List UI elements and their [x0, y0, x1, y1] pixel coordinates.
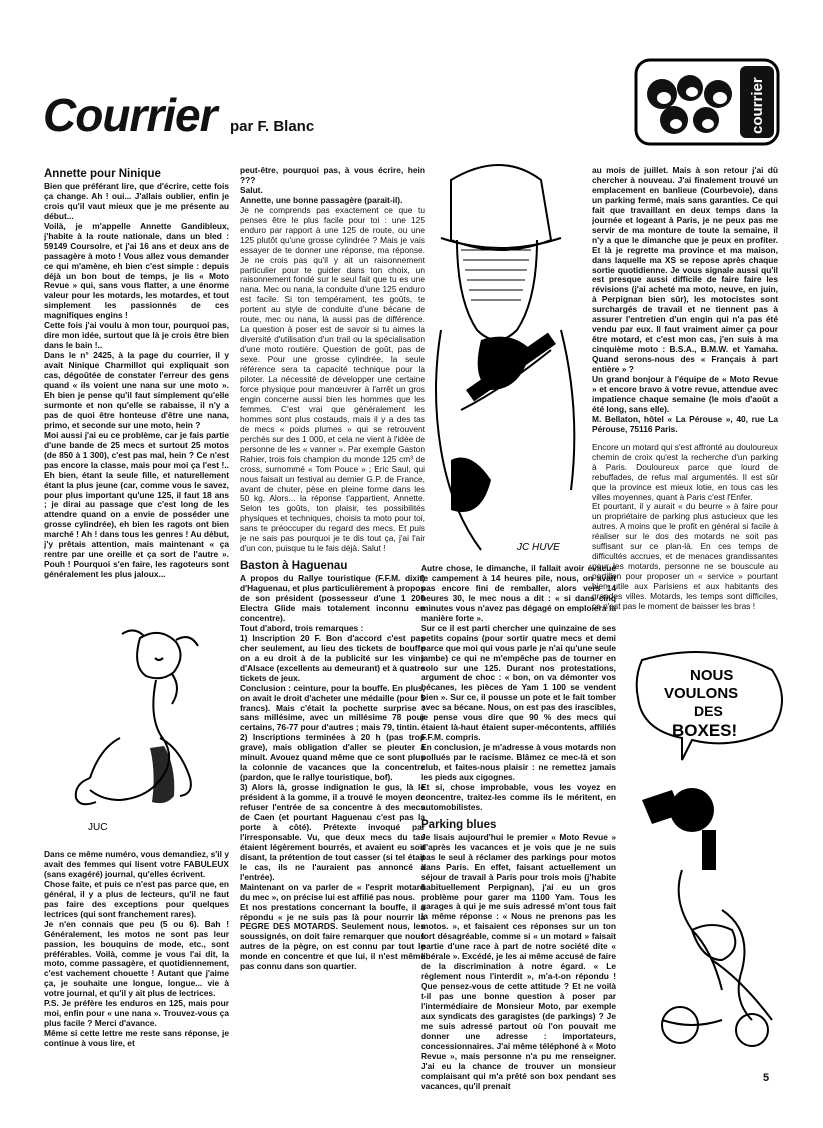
cartoon-woman-illustration [60, 618, 210, 836]
letter-column-4 [592, 166, 778, 636]
cartoon-protest-illustration [622, 640, 788, 1060]
letter-heading: Parking blues [421, 818, 497, 831]
cartoon-signature: JUC [88, 822, 108, 833]
paragraph: Sur ce il est parti chercher une quinzaine de ses petits copains (pour sortir quatre mecs et demi parce que moi qui vous parle je n'ai qu'une seule jambe) ce qui ne m'empêche pas de tourner en solo sur une 125. Durant nos protestations, argument de choc : « bon, on va démonter vos bécanes, les pièces de Yam 1 100 se vendent bien ». Sur ce, il pousse un pote et le fait tomber avec sa bécane. Nous, on est pas des irascibles, je pense vous dire que 90 % des mecs qui étaient là-haut étaient super-mécontents, affiliés F.F.M. compris. [421, 622, 616, 743]
paragraph: Cette fois j'ai voulu à mon tour, pourquoi pas, dire mon idée, surtout que là je crois être bien dans le bain !.. [44, 320, 229, 351]
paragraph: Chose faite, et puis ce n'est pas parce que, en général, il y a plus de lecteurs, qu'il ne faut pas faire des exceptions pour quelques lectrices (qui sont franchement rares). [44, 878, 229, 919]
speech-bubble-line3: DES [694, 703, 723, 719]
paragraph: Salut. [240, 184, 263, 195]
reply-paragraph: Et pourtant, il y aurait « du beurre » à faire pour un propriétaire de parking plus astucieux que les autres. A moins que le profit en général si facile à réaliser sur le dos des motards ne soit pas suffisant sur ce plan-là. En ces temps de difficultés accrues, et de menaces grandissantes pour les motards, personne ne se bouscule au portillon pour proposer un « service » pourtant bien utile aux Parisiens et aux habitants des grandes villes. Motards, les temps sont difficiles, ce n'est pas le moment de baisser les bras ! [592, 501, 778, 611]
logo-text: courrier [749, 77, 766, 134]
paragraph: Un grand bonjour à l'équipe de « Moto Revue » et encore bravo à votre revue, attendue avec impatience chaque semaine (le mois d'août a été long, sans elle). [592, 374, 778, 414]
paragraph: M. Bellaton, hôtel « La Pérouse », 40, rue La Pérouse, 75116 Paris. [592, 413, 778, 434]
paragraph: Même si cette lettre me reste sans réponse, je continue à vous lire, et [44, 1028, 229, 1049]
paragraph: P.S. Je préfère les enduros en 125, mais pour moi, enfin pour « une nana ». Trouvez-vous ça plus facile ? Merci d'avance. [44, 998, 229, 1029]
letter-heading: Annette pour Ninique [44, 168, 161, 180]
paragraph: 1) Inscription 20 F. Bon d'accord c'est pas cher seulement, au lieu des tickets de bouffe on a eu droit à de la publicité sur les vins d'Alsace (excellents au demeurant) et à quatre tickets de jeux. [240, 632, 425, 683]
paragraph: Moi aussi j'ai eu ce problème, car je fais partie d'une bande de 25 mecs et surtout 25 motos (de 850 à 1 300), c'est pas mal, hein ? Ce n'est pas encore la classe, mais pour moi ça l'est !.. Eh bien, étant la seule fille, et naturellement étant la plus jeune (car, comme vous le savez, pour plus important qu'une 125, il faut 18 ans ; je dirai au passage que c'est long de les attendre quand on a envie de posséder une grosse cylindrée), eh bien les ragots ont bien marché ! Ah ! dans tous les genres ! Au début, j'y prêtais attention, mais maintenant « ça rentre par une oreille et ça sort de l'autre ». Pouh ! Pourquoi s'en faire, les ragoteurs sont généralement les plus jaloux... [44, 429, 229, 580]
letter-column-3 [421, 564, 616, 1104]
courrier-logo [634, 58, 780, 146]
paragraph: au mois de juillet. Mais à son retour j'ai dû chercher à nouveau. J'ai finalement trouvé un emplacement en banlieue (Courbevoie), dans un parking fermé, mais sans garanties. Ce qui fait que travaillant en deux temps dans la journée et logeant à Paris, je ne peux pas me servir de ma monture de toute la semaine, il n'y a que le dimanche que je peux en profiter. Et là je regrette ma province et ma maison, dans laquelle ma XS se repose après chaque sortie quotidienne. Je vous signale aussi qu'il est presque aussi difficile de faire faire les révisions (j'ai acheté ma moto, neuve, en juin, à Perpignan bien sûr), les motocistes sont surchargés de travail et ne tiennent pas à assurer l'entretien d'un engin qui n'a pas été vendu par eux. Il faut vraiment aimer ça pour être motard, et c'est mon cas, j'en suis à ma cinquième moto : B.S.A., B.M.W. et Yamaha. Quand serons-nous des « Français à part entière » ? [592, 166, 778, 375]
paragraph: Conclusion : ceinture, pour la bouffe. En plus, on avait le droit d'acheter une médaille (pour 5 francs). Mais c'était la pochette surprise : sans millésime, avec un millésime 78 pour certains, 76-77 pour d'autres ; mais 79, tintin. [240, 682, 425, 733]
paragraph: Annette, une bonne passagère (parait-il). [240, 194, 403, 205]
reply-paragraph: Je ne comprends pas exactement ce que tu penses être le plus facile pour toi : une 125 enduro par rapport à une 125 de route, ou une 125 plutôt qu'une grosse cylindrée ? Mais je vais essayer de te donner une réponse, ma réponse. Je ne crois pas qu'il y ait un raisonnement particulier pour te guider dans ton choix, un raisonnement fondé sur le seul fait que tu es une nana. Mec ou nana, la conduite d'une 125 enduro est facile. Si ton tempérament, tes goûts, te portent au style de conduite d'une bécane de route, mec ou nana, là aussi pas de différence. La question à poser est de savoir si tu aimes la diversité d'utilisation d'un trail ou la spécialisation d'une moto routière. Question de goût, pas de sexe. Pour une grosse cylindrée, la seule référence sera ta capacité technique pour la piloter. La nécessité de développer une certaine force physique pour manœuvrer à l'arrêt un gros engin concerne aussi bien les hommes que les femmes. C'est vrai que généralement les hommes sont plus costauds, mais il y a des tas de mecs « poids plumes » qui se retrouvent perchés sur des 1 000, et cela ne vient à l'idée de personne de les « vanner ». Par exemple Gaston Rahier, trois fois champion du monde 125 cm³ de cross, surnommé « Tom Pouce » ; Eric Saul, qui nous faisait un festival au dernier G.P. de France, avant de chuter, pèse en pleine forme dans les 50 kg. Alors... la réponse t'appartient, Annette. Selon tes goûts, ton plaisir, tes possibilités physiques et techniques, choisis ta moto pour toi, sans te préoccuper du regard des mecs. Et puis je ne sais pas pourquoi je te dis tout ça, j'ai l'air d'un con, puisque tu le fais déjà. Salut ! [240, 204, 425, 554]
page-title: Courrier [43, 89, 217, 141]
paragraph: Je lisais aujourd'hui le premier « Moto Revue » d'après les vacances et je vois que je ne suis pas le seul à réclamer des parkings pour motos dans Paris. En effet, faisant actuellement un séjour de travail à Paris pour trois mois (j'habite habituellement Perpignan), j'ai eu un gros problème pour garer ma 1100 Yam. Tous les garages à qui je me suis adressé m'ont tous fait la même réponse : « Nous ne prenons pas les motos. », et faisaient ces réponses sur un ton fort désagréable, comme si « un motard » faisait partie d'une race à part de notre société dite « libérale ». Excédé, je les ai même accusé de faire de la discrimination à notre égard. « Le règlement nous l'interdit », m'a-t-on répondu ! Que pensez-vous de cette attitude ? Et ne voilà t-il pas une bonne question à poser par l'intermédiaire de Monsieur Moto, par exemple aux syndicats des garagistes (de parkings) ? Je me suis adressé partout où l'on pouvait me donner une adresse : importateurs, concessionnaires. J'ai même téléphoné à « Moto Revue », mais personne n'a pu me renseigner. J'ai eu la chance de trouver un monsieur complaisant qui m'a prêté son box pendant ses vacances, qu'il prenait [421, 831, 616, 1091]
letter-column-2 [240, 166, 425, 1084]
speech-bubble-line4: BOXES! [672, 721, 738, 740]
cartoon-masked-figure-illustration [421, 160, 583, 560]
paragraph: 3) Alors là, grosse indignation le gus, là le président à la gomme, il a trouvé le moyen de refuser l'entrée de sa concentre à des mecs de Caen (et pourtant Haguenau c'est pas la porte à côté). Prétexte invoqué par l'irresponsable. Vu, que deux mecs du tas étaient légèrement bourrés, et avaient eu soit disant, la prétention de tout casser (si tel était le cas, ils ne l'auraient pas annoncé à l'entrée). [240, 782, 425, 882]
paragraph: A propos du Rallye touristique (F.F.M. dixit) d'Haguenau, et plus particulièrement à propos de son président (possesseur d'une 1 200 Electra Glide mais totalement inconnu en concentre). [240, 573, 425, 623]
paragraph: Bien que préférant lire, que d'écrire, cette fois ça change. Ah ! oui... J'allais oublier, enfin je crois qu'il vaut mieux que je me présente au début... [44, 180, 229, 221]
paragraph: Maintenant on va parler de « l'esprit motard du mec », on précise lui est affilié pas nous. [240, 881, 425, 902]
paragraph: Dans ce même numéro, vous demandiez, s'il y avait des femmes qui lisent votre FABULEUX (sans exagéré) journal, qu'elles écrivent. [44, 850, 229, 879]
paragraph: Dans le n° 2425, à la page du courrier, il y avait Ninique Charmillot qui expliquait son cas, dégoûtée de constater l'erreur des gens quand « ils voient une nana sur une moto ». Eh bien je pense qu'il faut simplement qu'elle surmonte et non qu'elle se rabaisse, il n'y a pas de quoi être honteuse d'être une nana, primo, et seconde sur une moto, hein ? [44, 350, 229, 430]
speech-bubble-line2: VOULONS [664, 685, 739, 702]
paragraph: Et si, chose improbable, vous les voyez en concentre, traitez-les comme ils le méritent, en automobilistes. [421, 781, 616, 812]
letter-column-1 [44, 166, 229, 606]
letter-column-1-continued [44, 850, 229, 1090]
paragraph: Et nos prestations concernant la bouffe, il a répondu « je ne suis pas là pour nourrir la PEGRE DES MOTARDS. Seulement nous, les soussignés, on doit faire remarquer que nous autres de la pègre, on est connu par tout le monde en concentre et que lui, il n'est même pas connu dans son quartier. [240, 901, 425, 972]
paragraph: peut-être, pourquoi pas, à vous écrire, hein ??? [240, 166, 425, 185]
cartoon-signature: JC HUVE [517, 542, 560, 553]
byline: par F. Blanc [230, 118, 315, 135]
reply-paragraph: Encore un motard qui s'est affronté au douloureux chemin de croix qu'est la recherche d'un parking à Paris. Douloureux parce que lourd de rebuffades, de refus mal argumentés. Il est sûr que la province est mieux lotie, en tous cas les villes moyennes, quant à Paris c'est l'Enfer. [592, 441, 778, 502]
page-number: 5 [763, 1072, 770, 1084]
paragraph: Autre chose, le dimanche, il fallait avoir évacué le campement à 14 heures pile, nous, on avait pas encore fini de remballer, alors vers 14 heures 30, le mec nous a dit : « si dans cinq minutes vous n'avez pas dégagé on emploiera la manière forte ». [421, 564, 616, 623]
paragraph: 2) Inscriptions terminées à 20 h (pas trop grave), mais obligation d'aller se pieuter à minuit. Avouez quand même que ce sont plus la colonnie de vacances que la concentre (pardon, que le rallye touristique, bof). [240, 732, 425, 783]
paragraph: Je n'en connais que peu (5 ou 6). Bah ! Généralement, les motos ne sont pas leur passion, les bouquins de mode, etc., sont préférables. Voilà, comme je vous l'ai dit, la moto, comme passagère, et quotidiennement, c'est vachement chouette ! Autant que j'aime ça, je souhaite une longue, longue... vie à votre journal, et qu'il y ait plus de lectrices. [44, 918, 229, 999]
paragraph: Voilà, je m'appelle Annette Gandibleux, j'habite à la route nationale, dans un bled : 59149 Coursolre, et j'ai 16 ans et deux ans de passagère à moto ! Vous allez vous demander ce qui m'amène, eh bien c'est simple : depuis déjà un bon bout de temps, je lis « Moto Revue » qui, sans vous flatter, a une énorme valeur pour les motards, les motardes, et tout simplement les passionnés de ces magnifiques engins ! [44, 220, 229, 321]
speech-bubble-line1: NOUS [690, 667, 734, 684]
paragraph: Tout d'abord, trois remarques : [240, 622, 364, 633]
paragraph: En conclusion, je m'adresse à vous motards non pollués par le racisme. Blâmez ce mec-là et son club, et faites-nous plaisir : ne remettez jamais les pieds aux cigognes. [421, 742, 616, 783]
letter-heading: Baston à Haguenau [240, 560, 348, 573]
